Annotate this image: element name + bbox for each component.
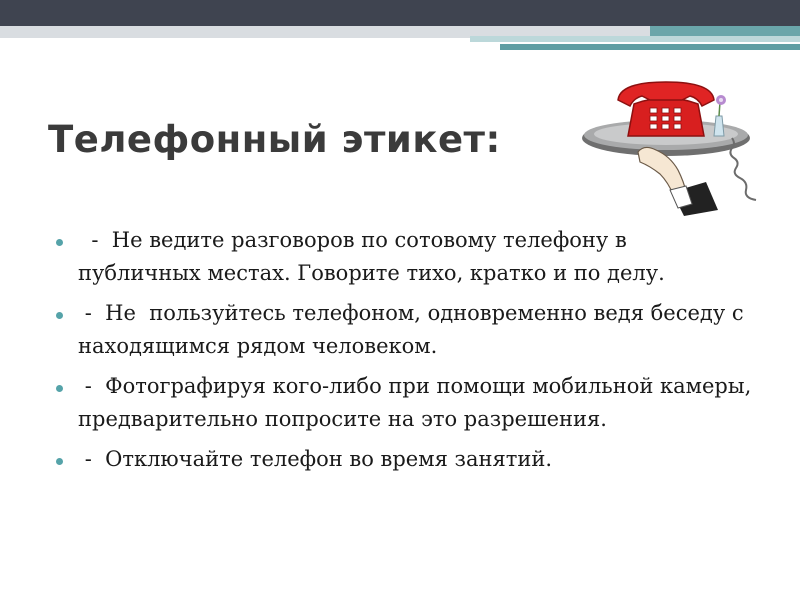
list-item: [46, 297, 756, 363]
telephone-on-tray-icon: [574, 70, 770, 216]
bullet-icon: [56, 239, 63, 246]
bullet-list: [46, 224, 756, 483]
bullet-text: - Не пользуйтесь телефоном, одновременно ведя беседу с находящимся рядом человеком.: [78, 301, 751, 358]
list-item: [46, 443, 756, 476]
top-bar-accent: [650, 26, 800, 36]
list-item: [46, 224, 756, 290]
top-bar: [0, 0, 800, 26]
top-stripe-light: [470, 36, 800, 42]
bullet-icon: [56, 385, 63, 392]
bullet-text: - Фотографируя кого-либо при помощи мобильной камеры, предварительно попросите на это разрешения.: [78, 374, 758, 431]
slide-title: Телефонный этикет:: [48, 118, 501, 161]
list-item: [46, 370, 756, 436]
top-stripe-teal: [500, 44, 800, 50]
bullet-text: - Не ведите разговоров по сотовому телефону в публичных местах. Говорите тихо, кратко и по делу.: [78, 228, 665, 285]
bullet-icon: [56, 458, 63, 465]
bullet-icon: [56, 312, 63, 319]
bullet-text: - Отключайте телефон во время занятий.: [78, 447, 552, 471]
